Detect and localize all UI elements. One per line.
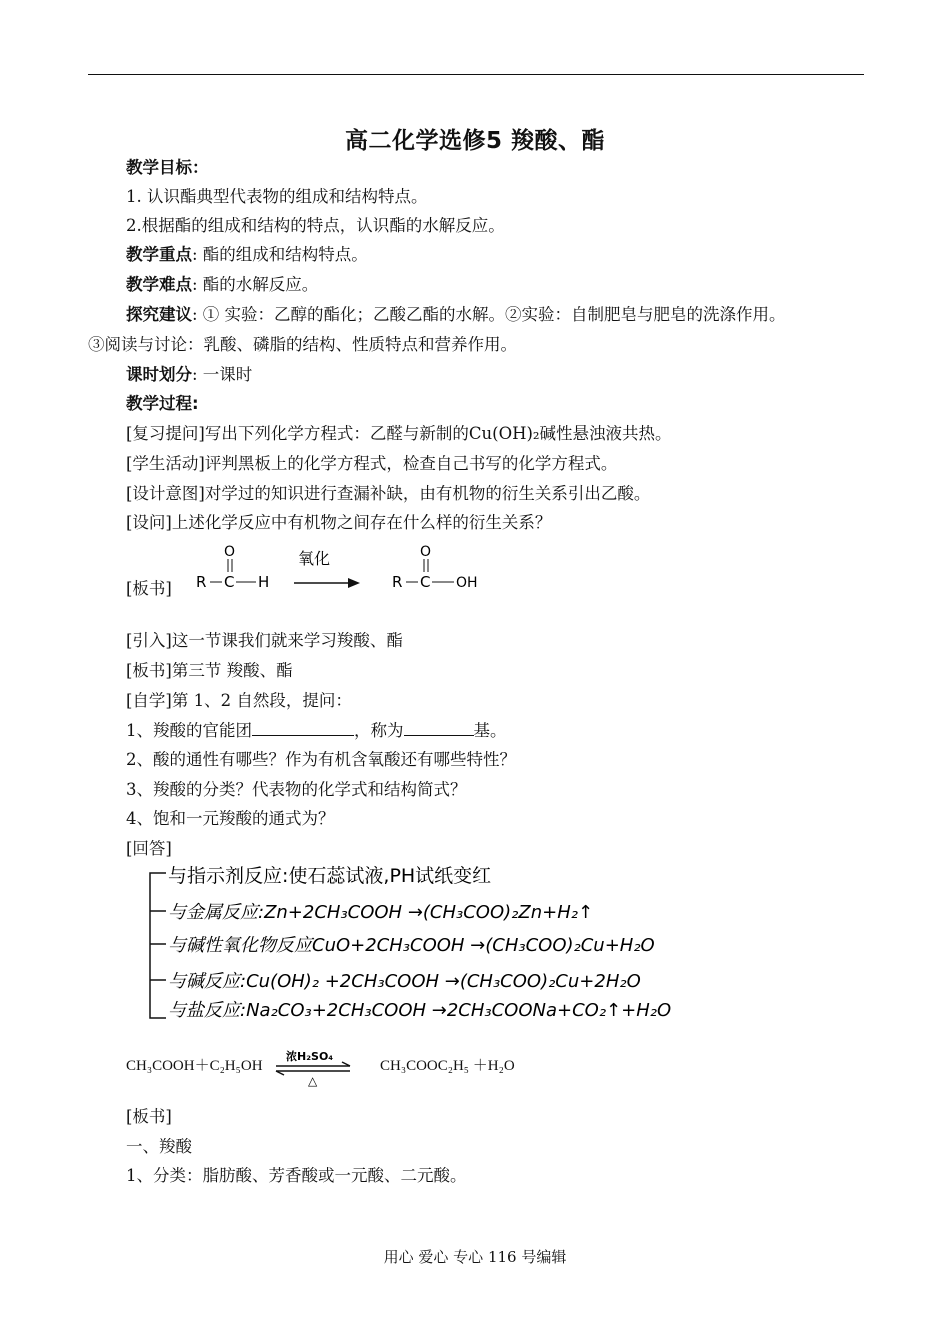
condition-catalyst: 浓H₂SO₄: [286, 1050, 334, 1063]
esterification-left: CH₃COOH＋C₂H₅OH: [126, 1058, 263, 1074]
page-footer: 用心 爱心 专心 116 号编辑: [383, 1248, 567, 1266]
esterification-equation: [126, 1054, 263, 1075]
aldehyde-o: O: [224, 544, 236, 560]
oxidation-label: 氧化: [298, 549, 331, 568]
suggestion-label: 探究建议: [126, 305, 192, 324]
suggestion-continuation: ③阅读与讨论：乳酸、磷脂的结构、性质特点和营养作用。: [88, 335, 517, 354]
acid-properties-diagram: [140, 858, 800, 1026]
period-label: 课时划分: [126, 365, 192, 384]
question-2: 2、酸的通性有哪些？作为有机含氧酸还有哪些特性？: [126, 750, 516, 769]
page-title: 高二化学选修5 羧酸、酯: [344, 128, 605, 154]
answer-label: [回答]: [126, 839, 172, 858]
student-activity: [学生活动]评判黑板上的化学方程式，检查自己书写的化学方程式。: [126, 454, 618, 473]
introduction: [引入]这一节课我们就来学习羧酸、酯: [126, 631, 403, 650]
section-carboxylic-acid: 一、羧酸: [126, 1137, 192, 1156]
reaction-basic-oxide: 与碱性氧化物反应CuO+2CH₃COOH →(CH₃COO)₂Cu+H₂O: [168, 935, 655, 956]
condition-heat: △: [308, 1074, 318, 1088]
key-point-text: : 酯的组成和结构特点。: [192, 245, 368, 264]
aldehyde-r: R: [196, 573, 207, 591]
question-1-part-b: ，称为: [354, 721, 404, 740]
answer-blank-2[interactable]: [404, 720, 474, 736]
esterification-condition: [272, 1048, 356, 1088]
acid-oh: OH: [456, 575, 478, 591]
difficulty-row: [126, 274, 318, 296]
key-point-label: 教学重点: [126, 245, 192, 264]
suggestion-text: : ① 实验：乙醇的酯化；乙酸乙酯的水解。②实验：自制肥皂与肥皂的洗涤作用。: [192, 305, 786, 324]
process-label: 教学过程:: [126, 394, 199, 413]
set-question: [设问]上述化学反应中有机物之间存在什么样的衍生关系？: [126, 513, 552, 532]
key-point-row: [126, 244, 368, 266]
aldehyde-h: H: [258, 573, 270, 591]
suggestion-row: [126, 304, 786, 326]
question-1-part-a: 1、羧酸的官能团: [126, 721, 252, 740]
esterification-right: CH₃COOC₂H₅ ＋H₂O: [380, 1058, 515, 1074]
review-question: [复习提问]写出下列化学方程式：乙醛与新制的Cu(OH)₂碱性悬浊液共热。: [126, 424, 672, 443]
acid-r: R: [392, 573, 403, 591]
aldehyde-c: C: [224, 573, 235, 591]
objective-item-1: 1. 认识酯典型代表物的组成和结构特点。: [126, 187, 428, 206]
objective-item-2: 2.根据酯的组成和结构的特点，认识酯的水解反应。: [126, 216, 505, 235]
difficulty-text: : 酯的水解反应。: [192, 275, 319, 294]
self-study: [自学]第 1、2 自然段，提问：: [126, 691, 352, 710]
acid-o: O: [420, 544, 432, 560]
difficulty-label: 教学难点: [126, 275, 192, 294]
question-4: 4、饱和一元羧酸的通式为？: [126, 809, 335, 828]
reaction-indicator: 与指示剂反应:使石蕊试液,PH试纸变红: [168, 865, 492, 887]
top-rule: [88, 74, 864, 75]
reaction-metal: 与金属反应:Zn+2CH₃COOH →(CH₃COO)₂Zn+H₂↑: [168, 902, 594, 923]
board-label-1: [板书]: [126, 579, 172, 598]
answer-blank-1[interactable]: [252, 720, 354, 736]
board-label-3: [板书]: [126, 1107, 172, 1126]
design-intent: [设计意图]对学过的知识进行查漏补缺，由有机物的衍生关系引出乙酸。: [126, 484, 651, 503]
question-1: [126, 720, 507, 742]
oxidation-diagram: [190, 542, 490, 597]
reaction-base: 与碱反应:Cu(OH)₂ +2CH₃COOH →(CH₃COO)₂Cu+2H₂O: [168, 971, 641, 992]
classification: 1、分类：脂肪酸、芳香酸或一元酸、二元酸。: [126, 1166, 467, 1185]
board-section-title: [板书]第三节 羧酸、酯: [126, 661, 293, 680]
reaction-salt: 与盐反应:Na₂CO₃+2CH₃COOH →2CH₃COONa+CO₂↑+H₂O: [168, 1000, 672, 1021]
reaction-arrow-head: [348, 578, 360, 588]
acid-c: C: [420, 573, 431, 591]
period-text: : 一课时: [192, 365, 253, 384]
bracket-line: [150, 873, 166, 1018]
period-row: [126, 364, 252, 386]
objectives-label: 教学目标：: [126, 158, 209, 177]
question-1-part-c: 基。: [473, 721, 507, 740]
question-3: 3、羧酸的分类？代表物的化学式和结构简式？: [126, 780, 467, 799]
